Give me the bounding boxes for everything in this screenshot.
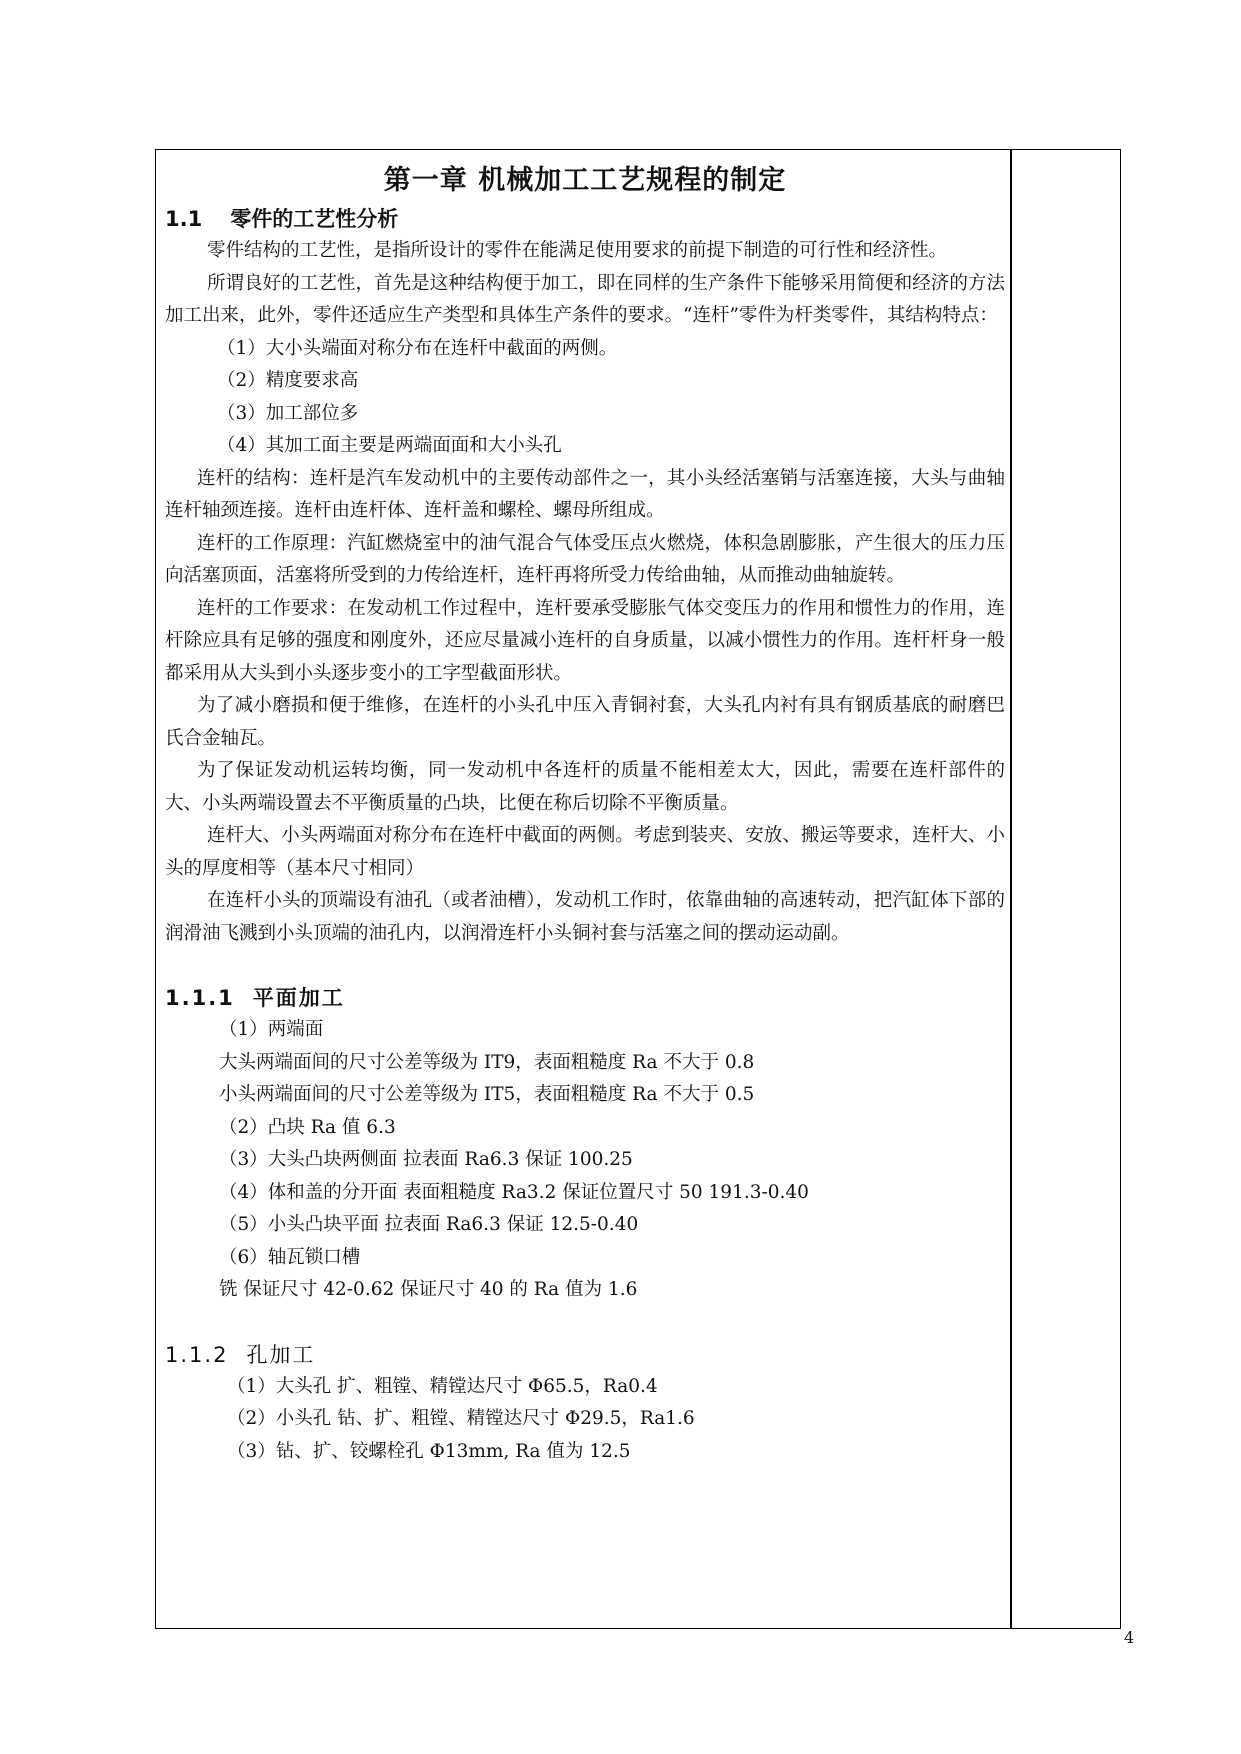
plane-item: （1）两端面 (219, 1019, 324, 1040)
plane-item: （5）小头凸块平面 拉表面 Ra6.3 保证 12.5-0.40 (219, 1214, 639, 1235)
paragraph: 为了减小磨损和便于维修，在连杆的小头孔中压入青铜衬套，大头孔内衬有具有钢质基底的耐磨巴氏合金轴瓦。 (165, 695, 1005, 749)
plane-item: 大头两端面间的尺寸公差等级为 IT9，表面粗糙度 Ra 不大于 0.8 (219, 1051, 755, 1073)
paragraph: 连杆的结构：连杆是汽车发动机中的主要传动部件之一，其小头经活塞销与活塞连接，大头与曲轴连杆轴颈连接。连杆由连杆体、连杆盖和螺栓、螺母所组成。 (165, 467, 1005, 521)
plane-item: 小头两端面间的尺寸公差等级为 IT5，表面粗糙度 Ra 不大于 0.5 (219, 1084, 755, 1105)
margin-column-divider (1010, 149, 1012, 1629)
section-number: 1.1.2 (165, 1342, 229, 1367)
section-number: 1.1.1 (165, 986, 235, 1010)
paragraph: 所谓良好的工艺性，首先是这种结构便于加工，即在同样的生产条件下能够采用简便和经济的方法加工出来，此外，零件还适应生产类型和具体生产条件的要求。“连杆”零件为杆类零件，其结构特点： (165, 272, 1005, 326)
paragraph: 连杆的工作要求：在发动机工作过程中，连杆要承受膨胀气体交变压力的作用和惯性力的作用，连杆除应具有足够的强度和刚度外，还应尽量减小连杆的自身质量，以减小惯性力的作用。连杆杆身一般都采用从大头到小头逐步变小的工字型截面形状。 (165, 597, 1005, 684)
section-title: 平面加工 (252, 986, 345, 1010)
paragraph: 零件结构的工艺性，是指所设计的零件在能满足使用要求的前提下制造的可行性和经济性。 (207, 240, 948, 261)
hole-item: （3）钻、扩、铰螺栓孔 Φ13mm, Ra 值为 12.5 (227, 1440, 631, 1462)
section-heading-1-1 (165, 203, 1005, 235)
hole-item: （2）小头孔 钻、扩、粗镗、精镗达尺寸 Φ29.5，Ra1.6 (227, 1408, 695, 1429)
paragraph: 连杆的工作原理：汽缸燃烧室中的油气混合气体受压点火燃烧，体积急剧膨胀，产生很大的压力压向活塞顶面，活塞将所受到的力传给连杆，连杆再将所受力传给曲轴，从而推动曲轴旋转。 (165, 532, 1005, 586)
document-body (165, 152, 1005, 1468)
section-title: 孔加工 (246, 1342, 316, 1367)
plane-item: （3）大头凸块两侧面 拉表面 Ra6.3 保证 100.25 (219, 1149, 633, 1170)
feature-item: （4）其加工面主要是两端面面和大小头孔 (217, 435, 562, 456)
paragraph: 在连杆小头的顶端设有油孔（或者油槽），发动机工作时，依靠曲轴的高速转动，把汽缸体下部的润滑油飞溅到小头顶端的油孔内，以润滑连杆小头铜衬套与活塞之间的摆动运动副。 (165, 890, 1005, 944)
hole-item: （1）大头孔 扩、粗镗、精镗达尺寸 Φ65.5，Ra0.4 (227, 1375, 658, 1397)
chapter-title: 第一章 机械加工工艺规程的制定 (383, 165, 787, 196)
plane-item: （2）凸块 Ra 值 6.3 (219, 1116, 396, 1138)
feature-item: （1）大小头端面对称分布在连杆中截面的两侧。 (217, 337, 618, 359)
section-number: 1.1 (165, 207, 203, 231)
feature-item: （3）加工部位多 (217, 402, 359, 424)
paragraph: 为了保证发动机运转均衡，同一发动机中各连杆的质量不能相差太大，因此，需要在连杆部件的大、小头两端设置去不平衡质量的凸块，比便在称后切除不平衡质量。 (165, 760, 1005, 814)
spacer (165, 1307, 1005, 1339)
section-heading-1-1-1 (165, 982, 1005, 1014)
plane-item: 铣 保证尺寸 42-0.62 保证尺寸 40 的 Ra 值为 1.6 (219, 1279, 638, 1300)
feature-item: （2）精度要求高 (217, 370, 359, 391)
paragraph: 连杆大、小头两端面对称分布在连杆中截面的两侧。考虑到装夹、安放、搬运等要求，连杆大、小头的厚度相等（基本尺寸相同） (165, 825, 1005, 879)
page-number: 4 (1124, 1628, 1135, 1647)
section-title: 零件的工艺性分析 (230, 207, 399, 231)
section-heading-1-1-2 (165, 1339, 1005, 1371)
plane-item: （6）轴瓦锁口槽 (219, 1246, 361, 1268)
plane-item: （4）体和盖的分开面 表面粗糙度 Ra3.2 保证位置尺寸 50 191.3-0.40 (219, 1181, 809, 1203)
spacer (165, 950, 1005, 982)
